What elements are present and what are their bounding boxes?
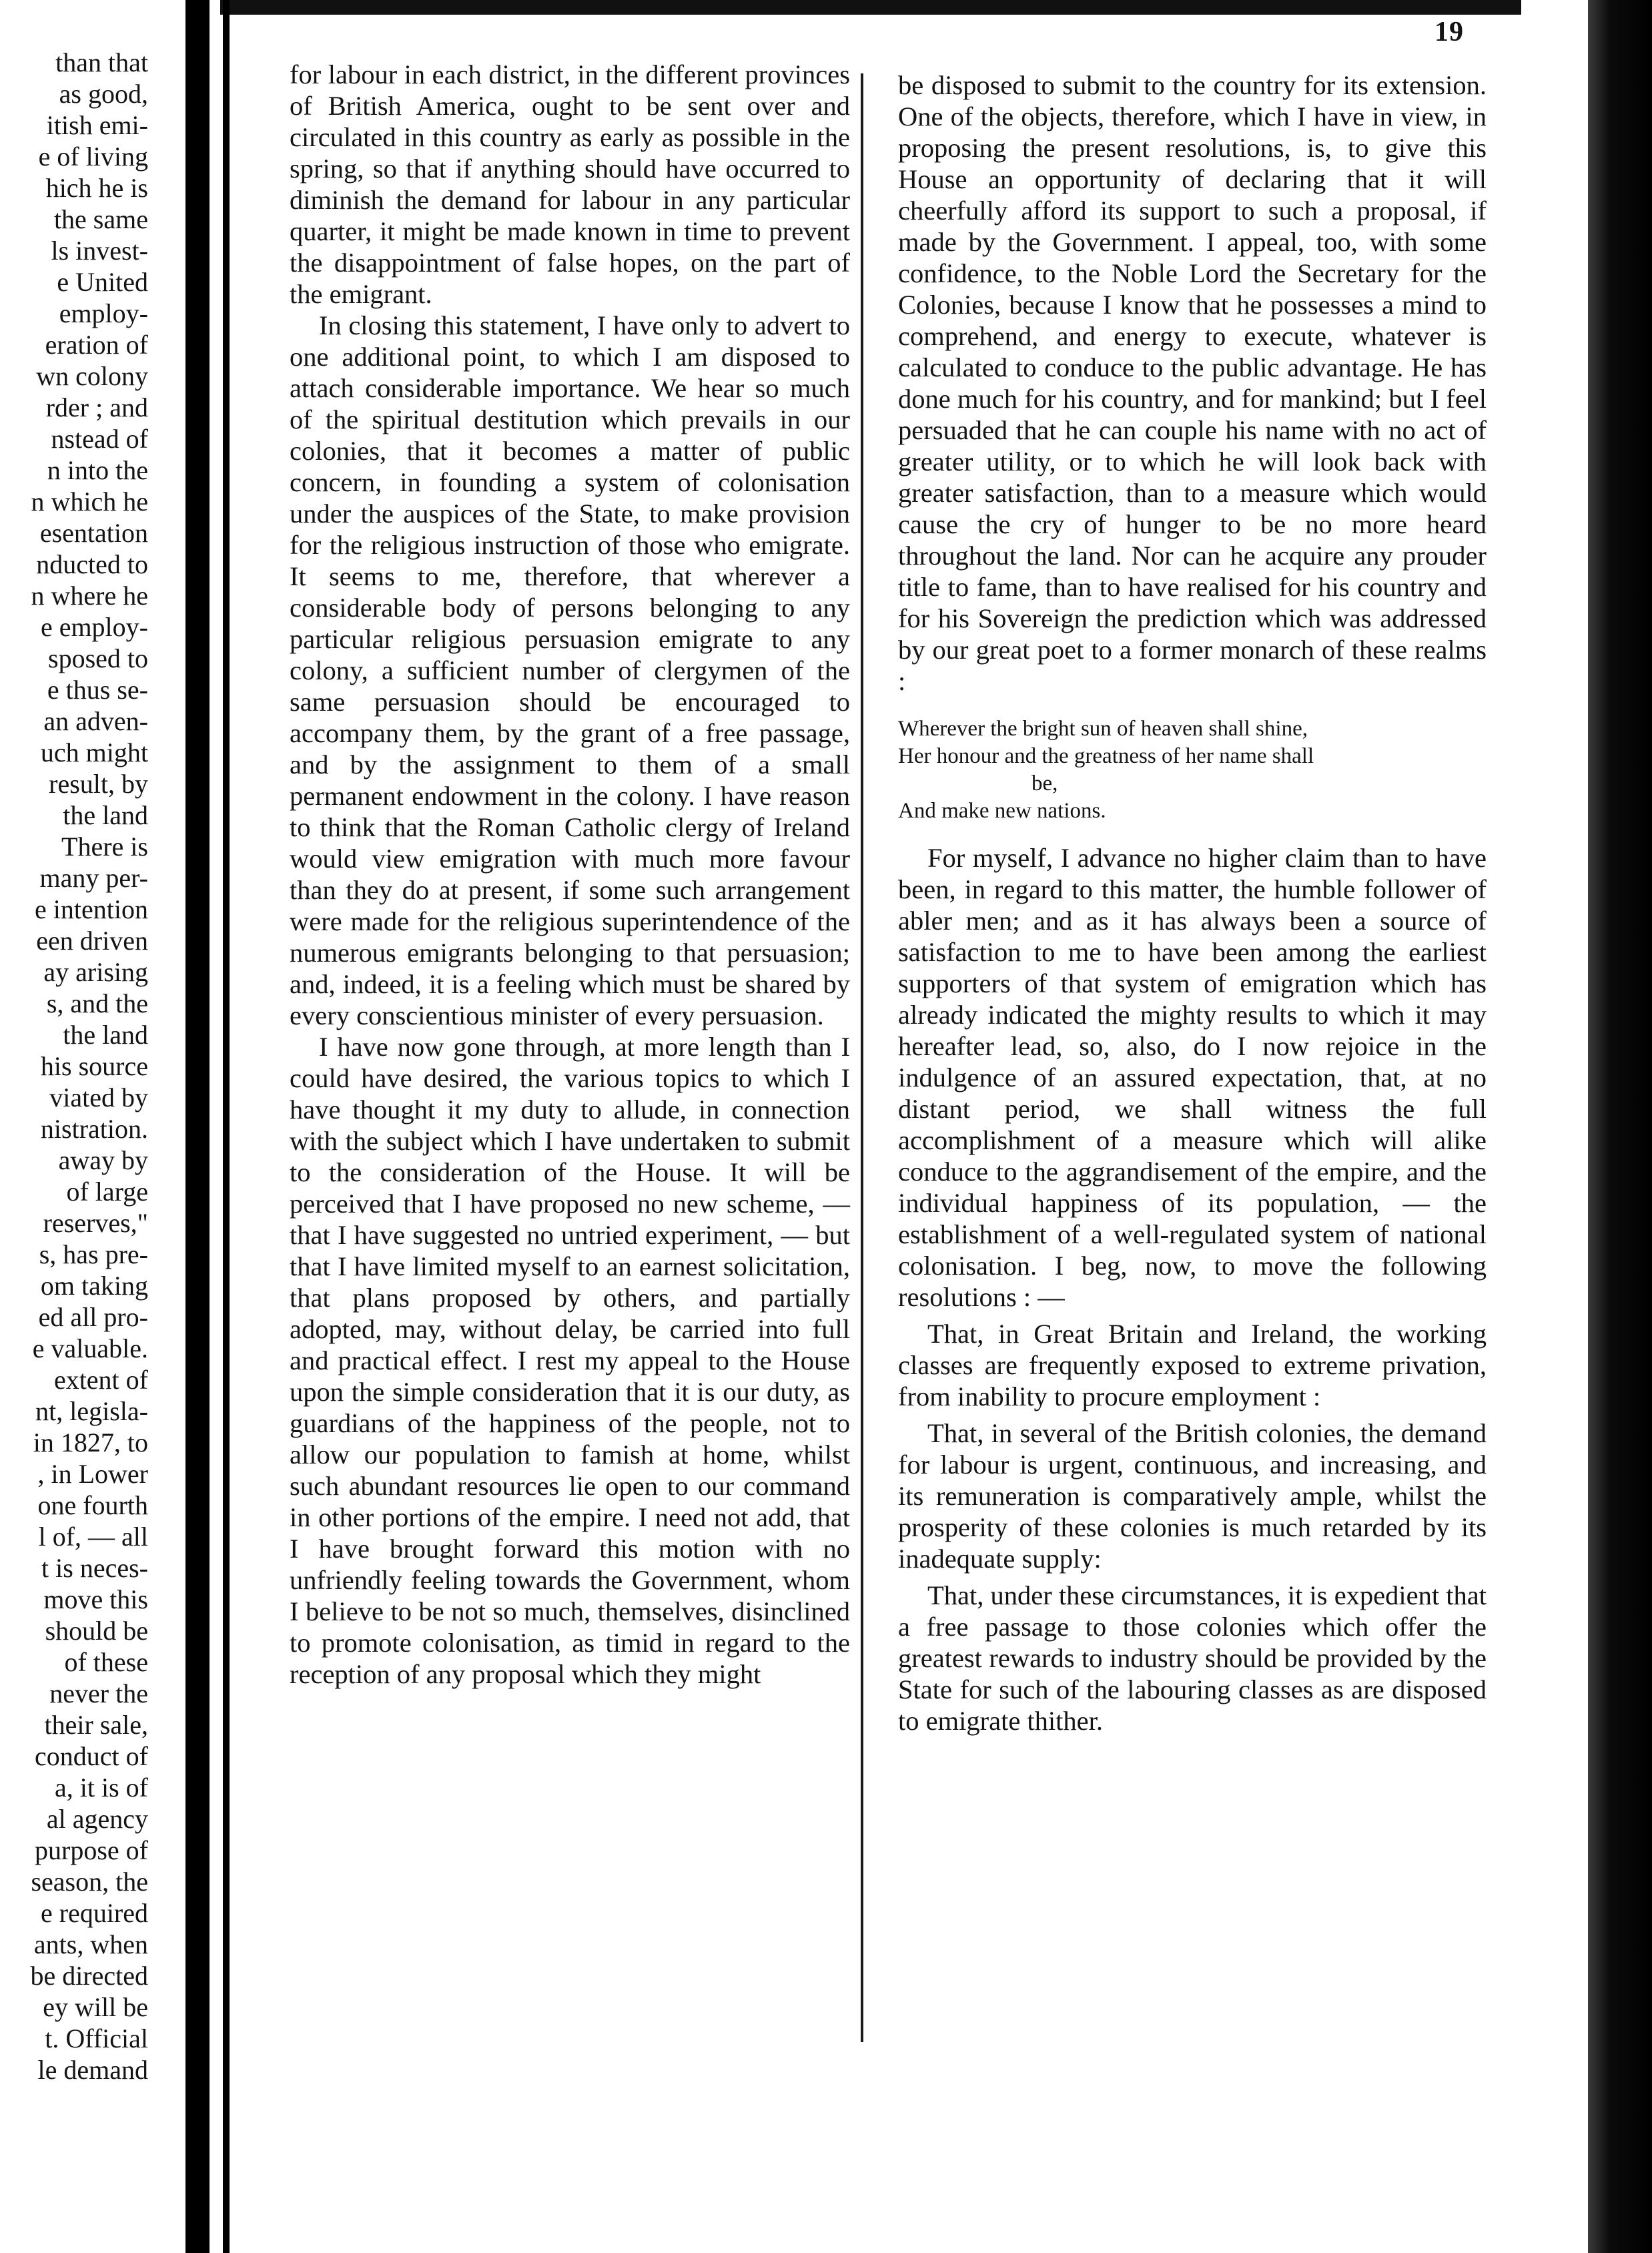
paragraph: be disposed to submit to the country for its extension. One of the objects, therefore, which I have in view, in proposing the present resolutions, is, to give this House an opportunity of declaring that it will cheerfully afford its support to such a proposal, if made by the Government. I appeal, too, with some confidence, to the Noble Lord the Secretary for the Colonies, because I know that he possesses a mind to comprehend, and energy to execute, whatever is calculated to conduce to the public advantage. He has done much for his country, and for mankind; but I feel persuaded that he can couple his name with no act of greater utility, or to which he will look back with greater satisfaction, than to a measure which would cause the cry of hunger to be no more heard throughout the land. Nor can he acquire any prouder title to fame, than to have realised for his country and for his Sovereign the prediction which was addressed by our great poet to a former monarch of these realms : <box>898 70 1487 696</box>
left-column-fragment <box>0 47 148 2085</box>
verse-quotation <box>898 715 1487 825</box>
paragraph: In closing this statement, I have only to advert to one additional point, to which I am disposed to attach considerable importance. We hear so much of the spiritual destitution which prevails in our colonies, that it becomes a matter of public concern, in founding a system of colonisation under the auspices of the State, to make provision for the religious instruction of those who emigrate. It seems to me, therefore, that wherever a considerable body of persons belonging to any particular religious persuasion emigrate to any colony, a sufficient number of clergymen of the same persuasion should be encouraged to accompany them, by the grant of a free passage, and by the assignment to them of a small permanent endowment in the colony. I have reason to think that the Roman Catholic clergy of Ireland would view emigration with much more favour than they do at present, if some such arrangement were made for the religious superintendence of the numerous emigrants belonging to that persuasion; and, indeed, it is a feeling which must be shared by every conscientious minister of every persuasion. <box>290 310 850 1030</box>
fragment-line: een driven <box>36 926 148 956</box>
fragment-line: e of living <box>38 141 148 172</box>
fragment-line: om taking <box>40 1271 148 1301</box>
fragment-line: one fourth <box>37 1490 148 1520</box>
fragment-line: of these <box>64 1647 148 1677</box>
fragment-line: ay arising <box>43 957 148 987</box>
fragment-line: reserves," <box>43 1208 148 1238</box>
fragment-line: sposed to <box>48 643 148 673</box>
fragment-line: hich he is <box>45 173 148 203</box>
fragment-line: an adven- <box>43 706 148 736</box>
fragment-line: season, the <box>31 1867 148 1897</box>
fragment-line: ants, when <box>33 1929 148 1959</box>
fragment-line: esentation <box>39 518 148 548</box>
paragraph: I have now gone through, at more length than I could have desired, the various topics to which I have thought it my duty to allude, in connection with the subject which I have undertaken to submit to the consideration of the House. It will be perceived that I have proposed no new scheme, — that I have suggested no untried experiment, — but that I have limited myself to an earnest solicitation, that plans proposed by others, and partially adopted, may, without delay, be carried into full and practical effect. I rest my appeal to the House upon the simple consideration that it is our duty, as guardians of the happiness of the people, not to allow our population to famish at home, whilst such abundant resources lie open to our command in other portions of the empire. I need not add, that I have brought forward this motion with no unfriendly feeling towards the Government, whom I believe to be not so much, themselves, disinclined to promote colonisation, as timid in regard to the reception of any proposal which they might <box>290 1032 850 1689</box>
verse-line: Wherever the bright sun of heaven shall shine, <box>898 717 1308 741</box>
verse-line: be, <box>1031 771 1058 795</box>
fragment-line: viated by <box>49 1082 148 1112</box>
fragment-line: n which he <box>31 487 148 517</box>
fragment-line: of large <box>66 1177 148 1207</box>
binding-gutter-rule <box>223 0 230 2253</box>
fragment-line: , in Lower <box>37 1459 148 1489</box>
fragment-line: should be <box>45 1616 148 1646</box>
fragment-line: rder ; and <box>45 392 148 422</box>
fragment-line: be directed <box>30 1961 148 1991</box>
resolution: That, in Great Britain and Ireland, the working classes are frequently exposed to extreme privation, from inability to procure employment : <box>898 1319 1487 1411</box>
fragment-line: the land <box>63 1020 148 1050</box>
fragment-line: than that <box>55 47 148 77</box>
fragment-line: There is <box>61 832 148 862</box>
fragment-line: ed all pro- <box>38 1302 148 1332</box>
fragment-line: employ- <box>59 298 148 328</box>
fragment-line: nt, legisla- <box>35 1396 148 1426</box>
fragment-line: e employ- <box>40 612 148 642</box>
column-rule <box>861 73 863 2042</box>
fragment-line: l of, — all <box>38 1522 148 1552</box>
fragment-line: le demand <box>37 2055 148 2085</box>
fragment-line: his source <box>40 1051 148 1081</box>
fragment-line: nducted to <box>36 549 148 579</box>
fragment-line: e required <box>40 1898 148 1928</box>
fragment-line: the same <box>53 204 148 234</box>
resolution: That, under these circumstances, it is expedient that a free passage to those colonies which offer the greatest rewards to industry should be provided by the State for such of the labouring classes as are disposed to emigrate thither. <box>898 1580 1487 1736</box>
fragment-line: ls invest- <box>51 236 148 266</box>
fragment-line: eration of <box>45 330 148 360</box>
fragment-line: s, and the <box>46 988 148 1018</box>
resolution: That, in several of the British colonies, the demand for labour is urgent, continuous, and increasing, and its remuneration is comparatively ample, whilst the prosperity of these colonies is much retarded by its inadequate supply: <box>898 1418 1487 1574</box>
fragment-line: never the <box>49 1678 148 1708</box>
fragment-line: t is neces- <box>41 1553 148 1583</box>
fragment-line: conduct of <box>35 1741 148 1771</box>
fragment-line: purpose of <box>35 1835 148 1865</box>
fragment-line: in 1827, to <box>33 1427 148 1458</box>
fragment-line: nstead of <box>51 424 148 454</box>
fragment-line: al agency <box>46 1804 148 1834</box>
right-column <box>898 69 1487 1736</box>
fragment-line: t. Official <box>45 2023 148 2053</box>
verse-line: And make new nations. <box>898 799 1106 823</box>
fragment-line: e valuable. <box>32 1333 148 1363</box>
paragraph: for labour in each district, in the different provinces of British America, ought to be sent over and circulated in this country as early as possible in the spring, so that if anything should have occurred to diminish the demand for labour in any particular quarter, it might be made known in time to prevent the disappointment of false hopes, on the part of the emigrant. <box>290 59 850 309</box>
verse-line: Her honour and the greatness of her name shall <box>898 744 1314 768</box>
binding-gutter <box>185 0 210 2253</box>
fragment-line: itish emi- <box>46 110 148 140</box>
page-edge-shadow <box>1588 0 1652 2253</box>
fragment-line: ey will be <box>43 1992 148 2022</box>
fragment-line: move this <box>43 1584 148 1614</box>
fragment-line: a, it is of <box>55 1773 148 1803</box>
middle-column <box>290 59 850 1690</box>
fragment-line: the land <box>63 800 148 830</box>
fragment-line: uch might <box>40 737 148 767</box>
fragment-line: nistration. <box>40 1114 148 1144</box>
fragment-line: extent of <box>53 1365 148 1395</box>
fragment-line: e United <box>57 267 148 297</box>
fragment-line: n into the <box>47 455 148 485</box>
header-rule <box>220 0 1521 15</box>
fragment-line: e thus se- <box>47 675 148 705</box>
fragment-line: n where he <box>31 581 148 611</box>
fragment-line: s, has pre- <box>39 1239 148 1269</box>
fragment-line: result, by <box>49 769 148 799</box>
paragraph: For myself, I advance no higher claim than to have been, in regard to this matter, the humble follower of abler men; and as it has always been a source of satisfaction to me to have been among the earliest supporters of that system of emigration which has already indicated the mighty results to which it may hereafter lead, so, also, do I now rejoice in the indulgence of an assured expectation, that, at no distant period, we shall witness the full accomplishment of a measure which will alike conduce to the aggrandisement of the empire, and the individual happiness of its population, — the establishment of a well-regulated system of national colonisation. I beg, now, to move the following resolutions : — <box>898 843 1487 1312</box>
fragment-line: as good, <box>59 79 148 109</box>
fragment-line: many per- <box>39 863 148 893</box>
fragment-line: away by <box>58 1145 148 1175</box>
page-number: 19 <box>1434 17 1464 47</box>
fragment-line: e intention <box>35 894 148 924</box>
fragment-line: wn colony <box>36 361 148 391</box>
fragment-line: their sale, <box>44 1710 148 1740</box>
